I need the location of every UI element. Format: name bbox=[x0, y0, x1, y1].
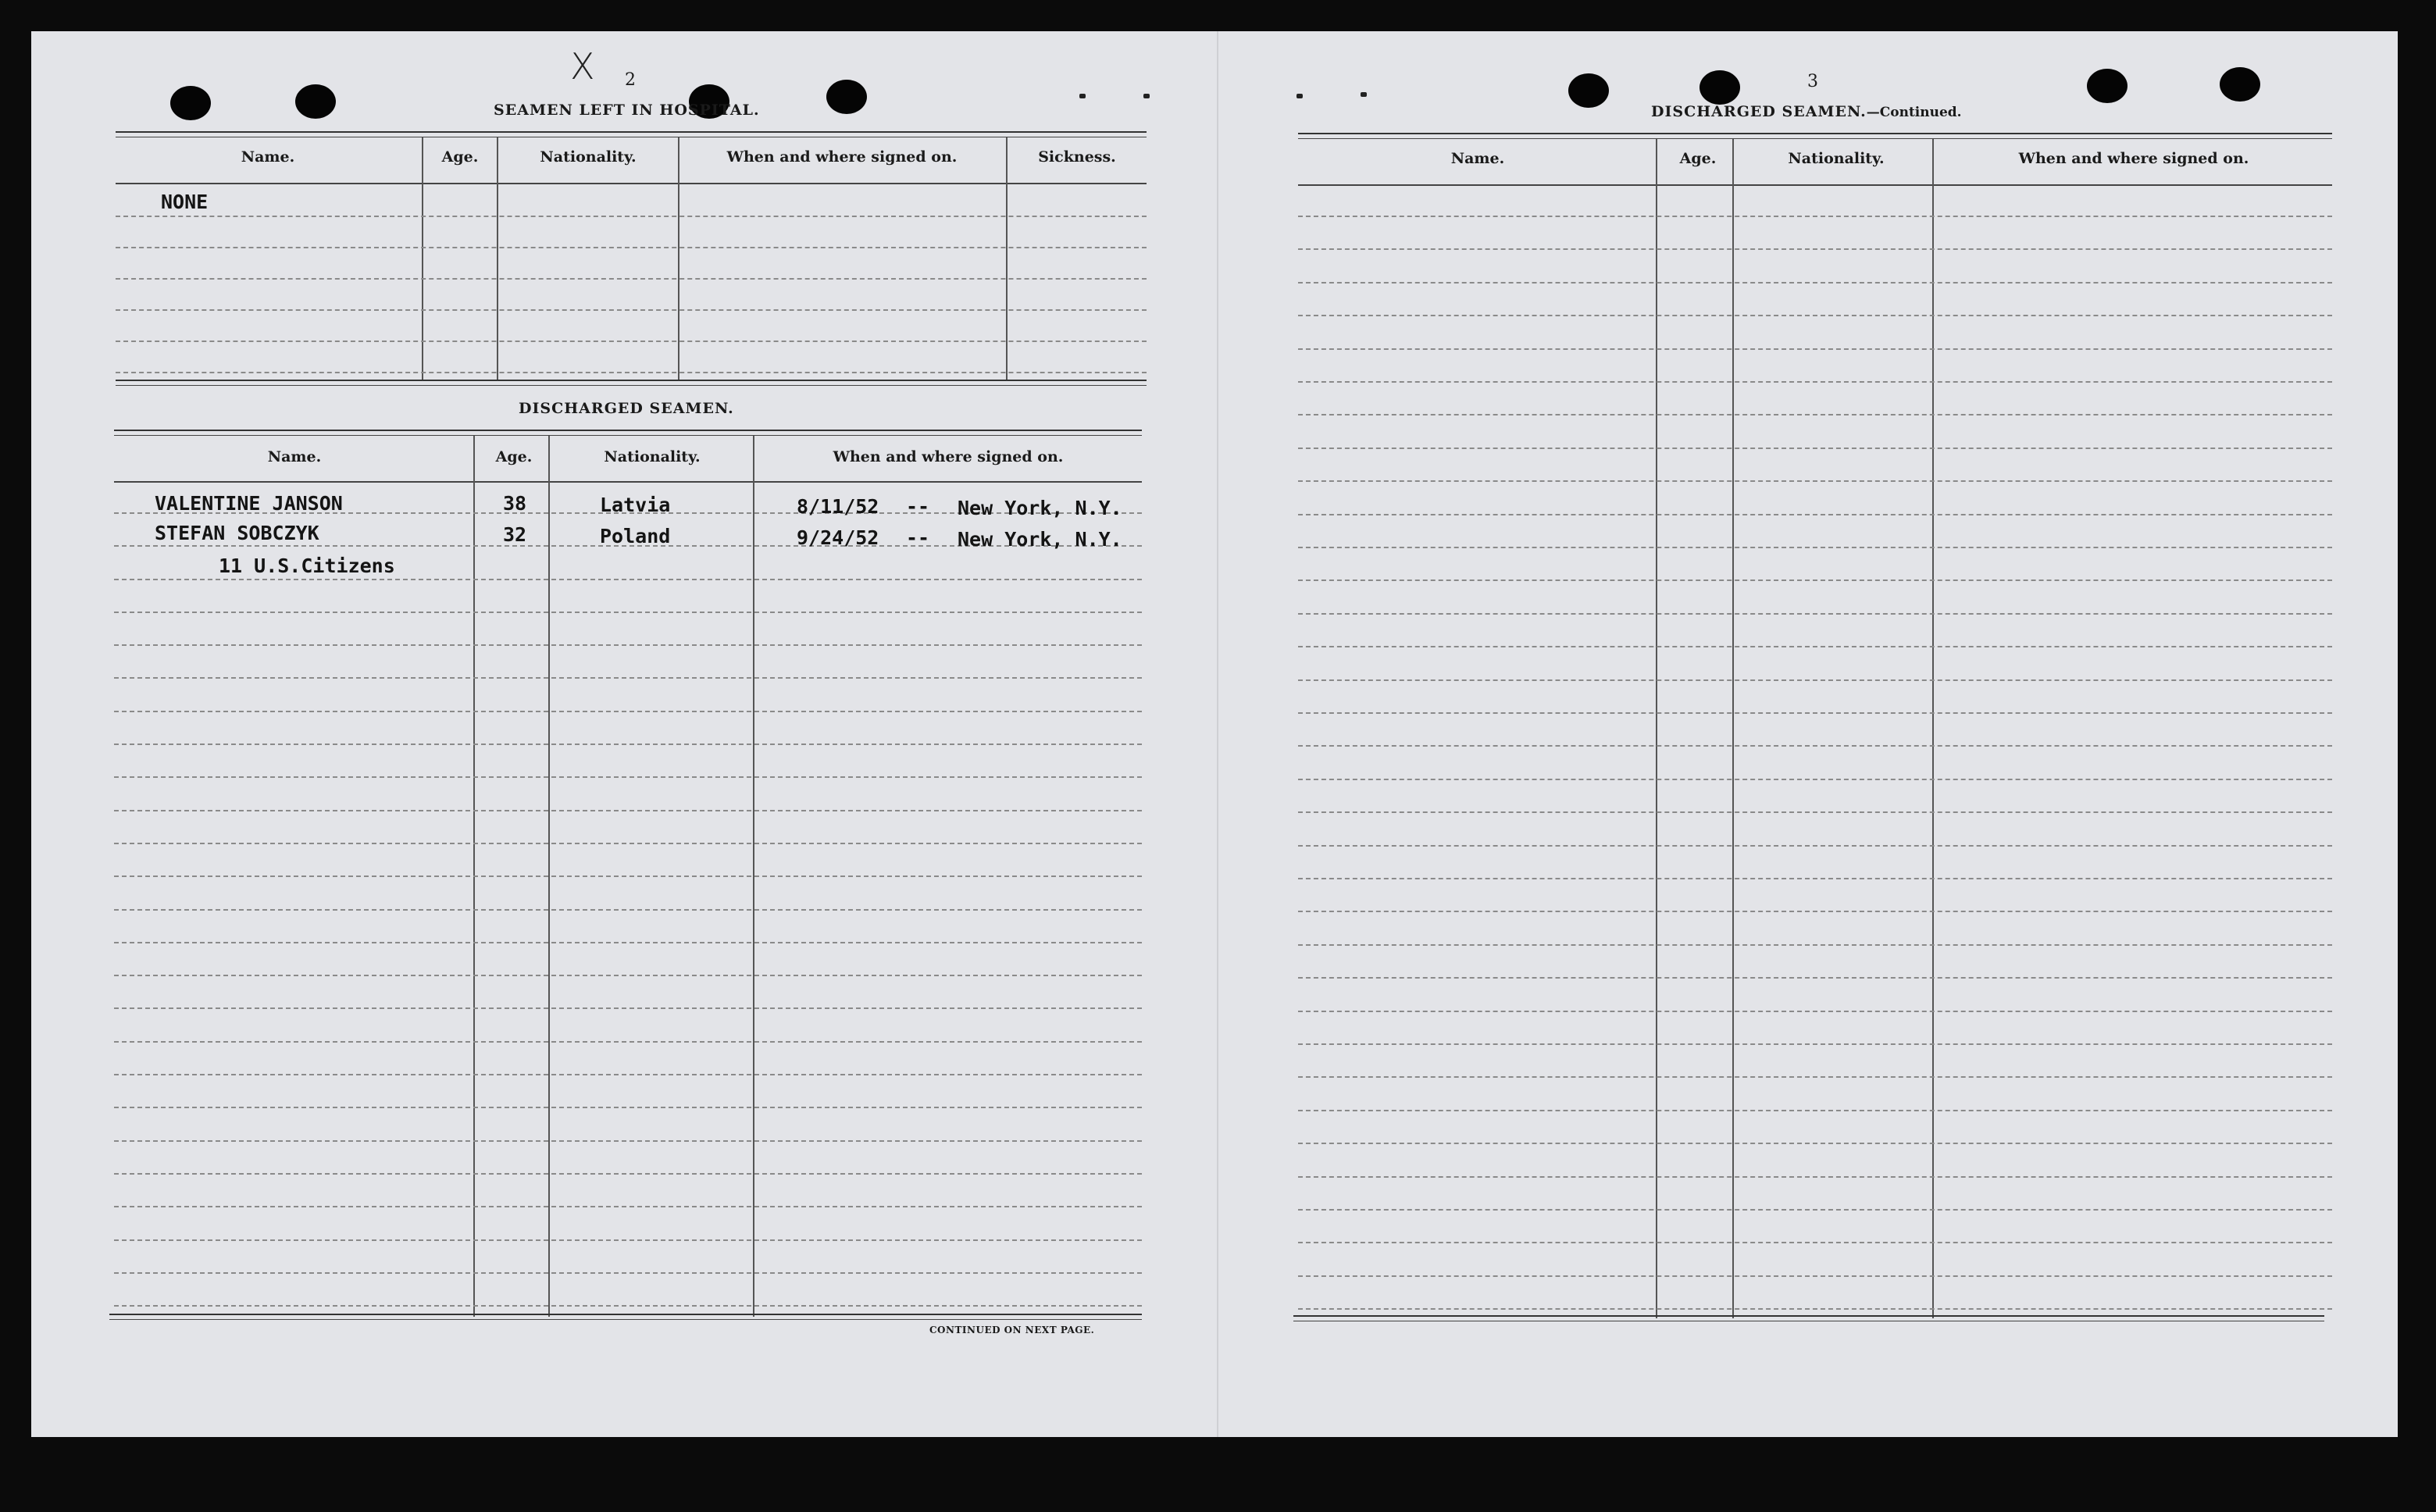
discharged-row-2-name: STEFAN SOBCZYK bbox=[155, 522, 319, 544]
continued-title-suffix: —Continued. bbox=[1866, 105, 1962, 120]
ruled-line bbox=[114, 909, 1142, 911]
ruled-line bbox=[1298, 248, 2332, 250]
ruled-line bbox=[114, 843, 1142, 844]
discharged-row-1-separator: -- bbox=[906, 495, 930, 518]
discharged-row-1-nationality: Latvia bbox=[600, 494, 671, 516]
ruled-line bbox=[114, 579, 1142, 580]
discharged-col-signed-on: When and where signed on. bbox=[833, 448, 1064, 465]
ruled-line bbox=[1298, 1011, 2332, 1012]
hospital-col-divider bbox=[678, 137, 679, 381]
ruled-line bbox=[1298, 1043, 2332, 1045]
punch-hole bbox=[295, 84, 336, 119]
ruled-line bbox=[114, 975, 1142, 976]
ruled-line bbox=[1298, 216, 2332, 217]
discharged-row-2-place: New York, N.Y. bbox=[958, 528, 1122, 551]
continued-section-title bbox=[1651, 103, 1962, 120]
ruled-line bbox=[1298, 845, 2332, 847]
ruled-line bbox=[1298, 712, 2332, 714]
discharged-header-rule bbox=[114, 481, 1142, 483]
ruled-line bbox=[1298, 613, 2332, 615]
stray-mark bbox=[1143, 94, 1150, 98]
ruled-line bbox=[1298, 811, 2332, 813]
ruled-line bbox=[114, 776, 1142, 778]
punch-hole bbox=[170, 86, 211, 120]
ruled-line bbox=[1298, 878, 2332, 879]
ruled-line bbox=[114, 942, 1142, 943]
ruled-line bbox=[114, 1206, 1142, 1207]
ruled-line bbox=[114, 1173, 1142, 1175]
discharged-row-2-date: 9/24/52 bbox=[797, 526, 879, 549]
stray-mark bbox=[1079, 94, 1086, 98]
hospital-col-divider bbox=[422, 137, 423, 381]
discharged-row-2-nationality: Poland bbox=[600, 525, 671, 547]
stray-mark bbox=[1296, 94, 1303, 98]
ruled-line bbox=[114, 1305, 1142, 1307]
handwritten-x-mark: X bbox=[570, 45, 595, 87]
discharged-row-1-place: New York, N.Y. bbox=[958, 497, 1122, 519]
ruled-line bbox=[1298, 514, 2332, 515]
ruled-line bbox=[1298, 779, 2332, 780]
punch-hole bbox=[2087, 69, 2127, 103]
right-col-nationality: Nationality. bbox=[1788, 150, 1885, 167]
discharged-col-age: Age. bbox=[495, 448, 533, 465]
hospital-col-sickness: Sickness. bbox=[1038, 148, 1116, 166]
punch-hole bbox=[826, 80, 867, 114]
ruled-line bbox=[114, 644, 1142, 646]
ruled-line bbox=[114, 1074, 1142, 1075]
page-number-right: 3 bbox=[1807, 72, 1818, 91]
ruled-line bbox=[114, 1272, 1142, 1274]
hospital-col-divider bbox=[1006, 137, 1008, 381]
ruled-line bbox=[114, 1041, 1142, 1043]
ruled-line bbox=[1298, 1242, 2332, 1243]
hospital-section-title: SEAMEN LEFT IN HOSPITAL. bbox=[494, 102, 760, 119]
discharged-section-title: DISCHARGED SEAMEN. bbox=[519, 400, 734, 417]
ruled-line bbox=[114, 677, 1142, 679]
ruled-line bbox=[1298, 282, 2332, 284]
punch-hole bbox=[2220, 67, 2260, 102]
ruled-line bbox=[114, 810, 1142, 811]
ruled-line bbox=[114, 1140, 1142, 1142]
ruled-line bbox=[1298, 480, 2332, 482]
discharged-col-nationality: Nationality. bbox=[604, 448, 701, 465]
discharged-top-rule bbox=[114, 430, 1142, 436]
ruled-line bbox=[1298, 977, 2332, 979]
punch-hole bbox=[1699, 70, 1740, 105]
ruled-line bbox=[1298, 1076, 2332, 1078]
ruled-line bbox=[116, 216, 1147, 217]
ruled-line bbox=[116, 278, 1147, 280]
ruled-line bbox=[116, 309, 1147, 311]
ruled-line bbox=[116, 372, 1147, 373]
hospital-col-name: Name. bbox=[241, 148, 295, 166]
continued-footnote: CONTINUED ON NEXT PAGE. bbox=[929, 1325, 1095, 1335]
ruled-line bbox=[1298, 944, 2332, 946]
discharged-col-name: Name. bbox=[267, 448, 322, 465]
ruled-line bbox=[1298, 1143, 2332, 1144]
right-top-rule bbox=[1298, 133, 2332, 139]
discharged-row-2-separator: -- bbox=[906, 526, 930, 549]
hospital-col-signed-on: When and where signed on. bbox=[726, 148, 958, 166]
ruled-line bbox=[114, 1007, 1142, 1009]
stray-mark bbox=[1361, 92, 1367, 97]
hospital-top-rule bbox=[116, 131, 1147, 137]
right-col-name: Name. bbox=[1450, 150, 1505, 167]
ruled-line bbox=[114, 744, 1142, 745]
page-fold bbox=[1217, 31, 1218, 1437]
discharged-note-citizens: 11 U.S.Citizens bbox=[219, 555, 395, 577]
ruled-line bbox=[1298, 1275, 2332, 1277]
ruled-line bbox=[1298, 1110, 2332, 1111]
ruled-line bbox=[1298, 1209, 2332, 1211]
ruled-line bbox=[1298, 745, 2332, 747]
ruled-line bbox=[114, 1239, 1142, 1241]
punch-hole bbox=[1568, 73, 1609, 108]
ruled-line bbox=[114, 612, 1142, 613]
right-header-rule bbox=[1298, 184, 2332, 186]
right-col-age: Age. bbox=[1679, 150, 1717, 167]
ruled-line bbox=[1298, 1308, 2332, 1310]
ruled-line bbox=[1298, 414, 2332, 415]
ruled-line bbox=[1298, 315, 2332, 316]
ruled-line bbox=[1298, 547, 2332, 548]
hospital-header-rule bbox=[116, 183, 1147, 184]
right-col-signed-on: When and where signed on. bbox=[2018, 150, 2249, 167]
ruled-line bbox=[1298, 1176, 2332, 1178]
ruled-line bbox=[1298, 646, 2332, 647]
ruled-line bbox=[1298, 381, 2332, 383]
ruled-line bbox=[116, 247, 1147, 248]
discharged-row-1-name: VALENTINE JANSON bbox=[155, 492, 343, 515]
ruled-line bbox=[1298, 348, 2332, 350]
right-bottom-rule bbox=[1293, 1315, 2324, 1321]
ruled-line bbox=[116, 341, 1147, 342]
page-number-left: 2 bbox=[625, 70, 636, 90]
ruled-line bbox=[1298, 579, 2332, 581]
ruled-line bbox=[1298, 911, 2332, 912]
manifest-sheet bbox=[31, 31, 2398, 1437]
ruled-line bbox=[114, 875, 1142, 877]
discharged-bottom-rule bbox=[109, 1314, 1142, 1320]
continued-title-main: DISCHARGED SEAMEN. bbox=[1651, 103, 1867, 120]
discharged-row-2-age: 32 bbox=[503, 523, 527, 546]
hospital-col-nationality: Nationality. bbox=[540, 148, 637, 166]
discharged-row-1-age: 38 bbox=[503, 492, 527, 515]
ruled-line bbox=[1298, 679, 2332, 681]
ruled-line bbox=[114, 1107, 1142, 1108]
hospital-bottom-rule bbox=[116, 380, 1147, 386]
discharged-row-1-date: 8/11/52 bbox=[797, 495, 879, 518]
ruled-line bbox=[114, 711, 1142, 712]
ruled-line bbox=[1298, 448, 2332, 449]
hospital-entry-none: NONE bbox=[161, 191, 209, 213]
hospital-col-age: Age. bbox=[441, 148, 479, 166]
hospital-col-divider bbox=[497, 137, 498, 381]
